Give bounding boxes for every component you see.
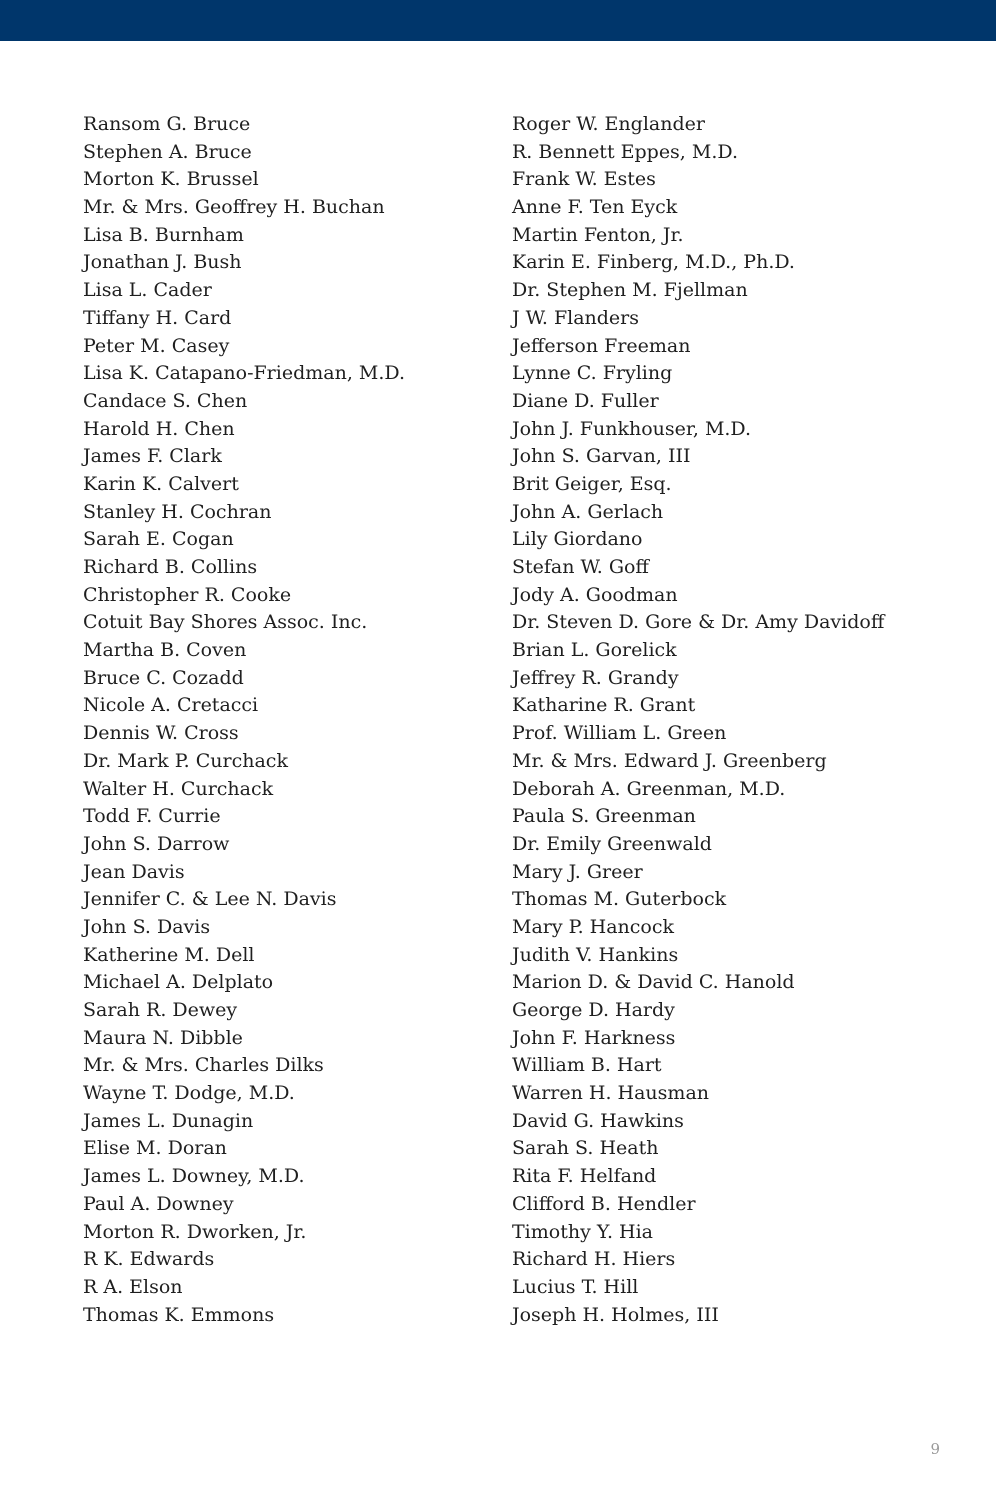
donor-name: Stefan W. Goff — [512, 556, 649, 578]
donor-name: Thomas K. Emmons — [83, 1303, 275, 1326]
donor-name: Candace S. Chen — [83, 389, 248, 412]
donor-name: Peter M. Casey — [83, 334, 230, 357]
donor-name: Mr. & Mrs. Edward J. Greenberg — [512, 749, 827, 772]
donor-name: Stanley H. Cochran — [83, 500, 272, 523]
donor-name: John J. Funkhouser, M.D. — [512, 417, 752, 440]
donor-name: Lily Giordano — [512, 528, 643, 551]
donor-list-right — [512, 111, 884, 1329]
donor-name: Jefferson Freeman — [512, 334, 691, 357]
donor-name: Brit Geiger, Esq. — [512, 472, 672, 495]
donor-name: Mr. & Mrs. Geoffrey H. Buchan — [83, 196, 385, 219]
donor-name: James F. Clark — [83, 445, 222, 468]
donor-name: Mr. & Mrs. Charles Dilks — [83, 1054, 324, 1077]
donor-name: Roger W. Englander — [512, 113, 705, 135]
donor-name: John S. Davis — [83, 915, 211, 938]
header-band — [0, 0, 996, 41]
donor-name: Jean Davis — [83, 860, 185, 883]
donor-name: William B. Hart — [512, 1054, 662, 1077]
donor-name: Tiffany H. Card — [83, 306, 232, 329]
donor-name: Karin K. Calvert — [83, 472, 239, 495]
donor-name: Katharine R. Grant — [512, 694, 696, 717]
donor-name: Dennis W. Cross — [83, 722, 239, 745]
donor-name: Lisa K. Catapano-Friedman, M.D. — [83, 362, 405, 385]
donor-name: Michael A. Delplato — [83, 971, 274, 994]
donor-name: R K. Edwards — [83, 1248, 215, 1271]
donor-name: James L. Dunagin — [83, 1109, 254, 1132]
donor-name: Warren H. Hausman — [512, 1082, 710, 1105]
donor-name: Nicole A. Cretacci — [83, 694, 259, 717]
donor-name: Dr. Steven D. Gore & Dr. Amy Davidoff — [512, 611, 885, 634]
donor-name: Clifford B. Hendler — [512, 1192, 696, 1215]
donor-name: Morton R. Dworken, Jr. — [83, 1220, 307, 1243]
donor-name: Richard B. Collins — [83, 556, 258, 578]
donor-name: Stephen A. Bruce — [83, 140, 252, 163]
donor-name: Timothy Y. Hia — [512, 1220, 653, 1243]
donor-name: Diane D. Fuller — [512, 389, 659, 412]
donor-name: Lisa B. Burnham — [83, 223, 244, 246]
donor-name: Jeffrey R. Grandy — [512, 666, 679, 689]
donor-name: David G. Hawkins — [512, 1109, 684, 1132]
donor-name: Thomas M. Guterbock — [512, 888, 727, 911]
page-number: 9 — [930, 1440, 940, 1458]
donor-list-left — [83, 111, 405, 1329]
donor-name: John S. Darrow — [83, 832, 230, 855]
donor-name: Karin E. Finberg, M.D., Ph.D. — [512, 251, 795, 274]
donor-name: Lynne C. Fryling — [512, 362, 673, 385]
donor-name: Wayne T. Dodge, M.D. — [83, 1082, 295, 1105]
donor-name: Joseph H. Holmes, III — [512, 1303, 719, 1326]
donor-name: Todd F. Currie — [83, 805, 221, 828]
donor-name: R. Bennett Eppes, M.D. — [512, 140, 738, 163]
donor-name: Paula S. Greenman — [512, 805, 696, 828]
donor-name: Prof. William L. Green — [512, 722, 727, 745]
donor-name: Paul A. Downey — [83, 1192, 234, 1215]
donor-name: George D. Hardy — [512, 999, 675, 1021]
donor-name: Frank W. Estes — [512, 168, 656, 191]
donor-name: Maura N. Dibble — [83, 1026, 243, 1049]
donor-name: Lisa L. Cader — [83, 279, 212, 302]
donor-name: Bruce C. Cozadd — [83, 666, 244, 689]
donor-name: Brian L. Gorelick — [512, 639, 677, 662]
donor-name: Judith V. Hankins — [512, 943, 679, 966]
donor-name: Sarah S. Heath — [512, 1137, 659, 1160]
donor-name: James L. Downey, M.D. — [83, 1165, 305, 1188]
donor-name: Martin Fenton, Jr. — [512, 223, 684, 246]
donor-name: Walter H. Curchack — [83, 777, 274, 800]
donor-name: Martha B. Coven — [83, 639, 247, 662]
donor-name: Elise M. Doran — [83, 1137, 227, 1160]
donor-name: Sarah R. Dewey — [83, 999, 238, 1021]
donor-name: John F. Harkness — [512, 1026, 676, 1049]
donor-name: Jonathan J. Bush — [83, 251, 242, 274]
donor-name: Lucius T. Hill — [512, 1275, 639, 1298]
donor-name: Ransom G. Bruce — [83, 113, 251, 135]
donor-name: Dr. Stephen M. Fjellman — [512, 279, 748, 302]
donor-name: J W. Flanders — [512, 306, 640, 329]
donor-name: Anne F. Ten Eyck — [512, 196, 678, 219]
donor-name: Dr. Emily Greenwald — [512, 832, 712, 855]
donor-name: Dr. Mark P. Curchack — [83, 749, 288, 772]
donor-name: Mary P. Hancock — [512, 915, 675, 938]
donor-name: Mary J. Greer — [512, 860, 643, 883]
donor-name: Rita F. Helfand — [512, 1165, 657, 1188]
donor-name: John S. Garvan, III — [512, 445, 691, 468]
donor-name: Richard H. Hiers — [512, 1248, 676, 1271]
donor-name: Katherine M. Dell — [83, 943, 255, 966]
donor-name: Morton K. Brussel — [83, 168, 259, 191]
donor-name: R A. Elson — [83, 1275, 183, 1298]
donor-name: John A. Gerlach — [512, 500, 664, 523]
donor-name: Jody A. Goodman — [512, 583, 678, 606]
donor-name: Deborah A. Greenman, M.D. — [512, 777, 786, 800]
donor-name: Harold H. Chen — [83, 417, 235, 440]
donor-name: Christopher R. Cooke — [83, 583, 292, 606]
donor-name: Marion D. & David C. Hanold — [512, 971, 795, 994]
donor-name: Jennifer C. & Lee N. Davis — [83, 888, 337, 911]
donor-name: Sarah E. Cogan — [83, 528, 234, 551]
donor-name: Cotuit Bay Shores Assoc. Inc. — [83, 611, 368, 634]
